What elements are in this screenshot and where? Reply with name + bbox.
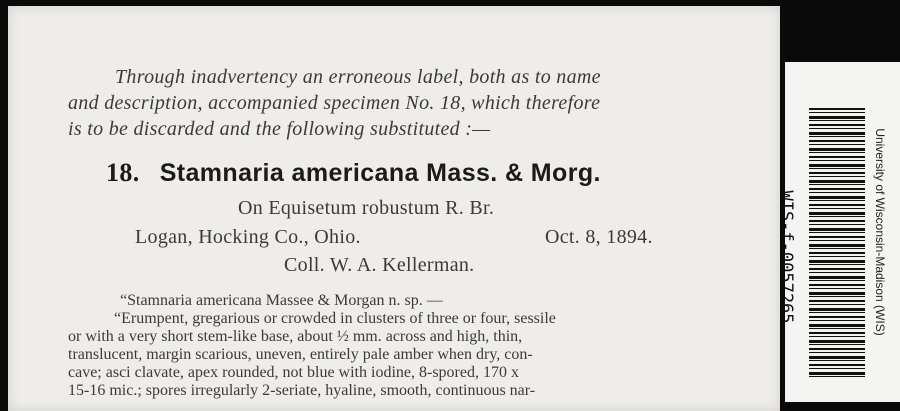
- barcode-icon: [809, 108, 865, 378]
- description-line: cave; asci clavate, apex rounded, not blue with iodine, 8-spored, 170 x: [68, 364, 519, 381]
- species-description: [68, 292, 740, 400]
- locality-line: Logan, Hocking Co., Ohio.: [135, 226, 361, 248]
- herbarium-label: [8, 6, 780, 411]
- specimen-title: [106, 158, 601, 188]
- note-line: is to be discarded and the following substituted :—: [68, 118, 491, 140]
- description-line: or with a very short stem-like base, about ½ mm. across and high, thin,: [68, 328, 523, 345]
- catalog-number: WIS-f-0057265: [776, 190, 796, 324]
- barcode-strip: [776, 62, 900, 402]
- host-line: On Equisetum robustum R. Br.: [238, 197, 495, 219]
- institution-name: University of Wisconsin-Madison (WIS): [873, 128, 887, 336]
- note-line: and description, accompanied specimen No. 18, which therefore: [68, 92, 601, 114]
- description-line: 15-16 mic.; spores irregularly 2-seriate, hyaline, smooth, continuous nar-: [68, 382, 536, 399]
- description-line: “Erumpent, gregarious or crowded in clusters of three or four, sessile: [114, 310, 556, 327]
- collector-line: Coll. W. A. Kellerman.: [284, 254, 475, 276]
- note-line: Through inadvertency an erroneous label, both as to name: [115, 66, 601, 88]
- description-line: “Stamnaria americana Massee & Morgan n. sp. —: [120, 292, 443, 309]
- species-name: Stamnaria americana Mass. & Morg.: [159, 159, 601, 187]
- collection-date: Oct. 8, 1894.: [545, 226, 653, 248]
- description-line: translucent, margin scarious, uneven, entirely pale amber when dry, con-: [68, 346, 533, 363]
- specimen-number: 18.: [106, 158, 140, 187]
- erratum-note: [68, 64, 768, 142]
